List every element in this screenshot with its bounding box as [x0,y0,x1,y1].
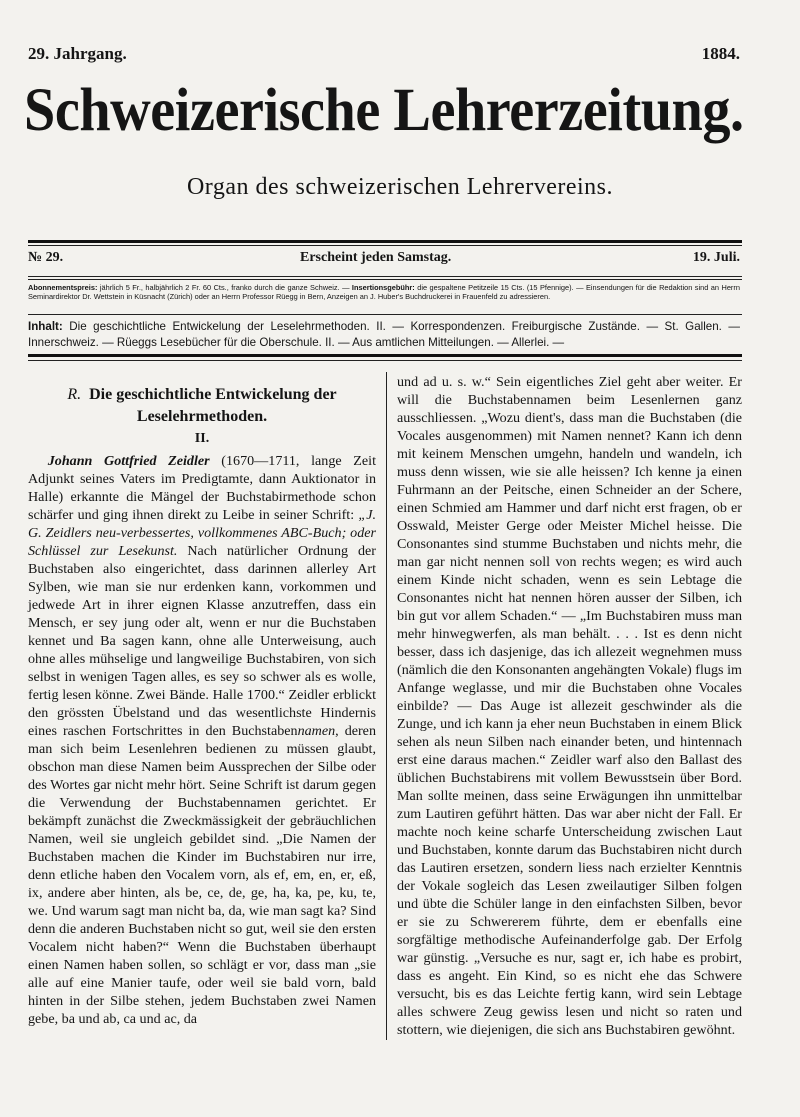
year-label: 1884. [701,44,740,63]
ad-text: die gespaltene Petitzeile 15 Cts. (15 Pfennige). — Einsendungen für die Redaktion sind an Herrn Seminardirektor Dr. Wettstein in Küsnacht (Zürich) oder an Herrn Professor Rüegg in Bern, Anzeigen an J. Huber's Buchdruckerei in Frauenfeld zu adressieren. [28,283,740,302]
subscription-label: Abonnementspreis: [28,283,98,292]
issue-frequency: Erscheint jeden Samstag. [300,250,452,265]
person-name: Johann Gottfried Zeidler [47,453,210,469]
masthead-subtitle: Organ des schweizerischen Lehrervereins. [186,174,614,200]
text-run: und ad u. s. w.“ Sein eigentliches Ziel geht aber weiter. Er will die Buchstabennamen beim Lesenlernen ganz ausschliessen. „Wozu dient's, dass man die Buchstaben (die Vocales ausgenommen) mit Namen nennet? Kann ich denn mit keinem Menschen umgehn, handeln und wandeln, ich muss denn wissen, wie sie alle heissen? Ich kenne ja einen Fuhrmann an der Peitsche, einen Schneider an der Schere, einen Schmied am Hammer und darf nicht erst fragen, ob er Osswald, Meister Gerge oder Meister Michel heisse. Die Consonantes sind stumme Buchstaben und nichts mehr, die man gar nicht nennen soll von rechts wegen; es wird auch einem Kinde nicht schaden, wenn es sein Lebtage die Consonantes nicht hat nennen hören ausser der Silben, ich bin gut vor allem Schaden.“ — „Im Buchstabiren muss man mehr hinwegwerfen, als man behält. . . . Ist es denn nicht besser, dass ich dasjenige, das ich allezeit wegnehmen muss (nämlich die den Konsonanten angehängten Vokale) flugs im Anfange weglasse, und mir die Buchstaben ohne Vocales einbilde? — Das Auge ist allezeit geschwinder als die Zunge, und ich kann ja eher neun Buchstaben in einem Blick sehen als neun Silben nach einander beten, und hintennach erst eine daraus machen.“ Zeidler warf also den Ballast des üblichen Buchstabirens mit vollem Bewusstsein über Bord. Man sollte meinen, dass seine Erwägungen ihn unmittelbar zum Lautiren geführt hätten. Das war aber nicht der Fall. Er machte noch keine scharfe Unterscheidung zwischen Laut und Buchstaben, konnte darum das Buchstabiren nicht durch das Lautiren ersetzen, sondern liess nach erzielter Kenntnis der Vokale sogleich das Lesen zweilautiger Silben folgen und übte die Schüler lange in den einfachsten Silben, bevor er sie zu Schwererem führte, dem er ebenfalls eine sorgfältige methodische Aufeinanderfolge gab. Der Erfolg war günstig. „Versuche es nur, sagt er, ich habe es probirt, dass es angeht. Ein Kind, so es nicht ehe das Schwere versucht, bis es das Leichte fertig kann, wird sein Lebtage alles schwere Zeug gewiss lesen und nicht so raten und stottern, wie diejenigen, die sich ans Buchstabiren gewöhnt. [397,374,742,1038]
text-run: Nach natürlicher Ordnung der Buchstaben also eingerichtet, dass darinnen allerley Art Sylben, wie man sie nur erdenken kann, vorkommen und jedwede Art in ihrer eignen Klasse anzutreffen, dass ein Mensch, er sey jung oder alt, wenn er nur die Buchstaben kennet und Ba sagen kann, ohne alle Unterweisung, auch ohne alles mühselige und langweilige Buchstabiren, von sich selbst in wenigen Tagen alles, es sey so schwer als es wolle, fertig lesen könne. Zwei Bände. Halle 1700.“ Zeidler erblickt den grössten Übelstand und das wesentlichste Hindernis eines raschen Fortschrittes in den Buchstaben [28,543,376,739]
subscription-text: jährlich 5 Fr., halbjährlich 2 Fr. 60 Cts., franko durch die ganze Schweiz. — [99,283,350,292]
contents-label: Inhalt: [28,320,63,333]
emphasis: namen [297,723,336,739]
divider [28,245,742,246]
divider [28,240,742,243]
column-separator [386,372,387,1040]
ad-label: Insertionsgebühr: [351,283,415,292]
article-heading [28,384,376,428]
issue-line [28,250,740,272]
paragraph [397,373,742,1039]
paragraph [28,452,376,1028]
top-line [28,44,740,68]
issue-number: № 29. [28,250,64,265]
divider [28,314,742,315]
article-title: Die geschichtliche Entwickelung der Leselehrmethoden. [89,386,337,425]
volume-label: 29. Jahrgang. [28,44,127,63]
issue-date: 19. Juli. [692,250,740,265]
book-title: „J. G. Zeidlers neu-verbessertes, vollkommenes ABC-Buch; oder Schlüssel zur Lesekunst. [28,507,376,559]
left-column [28,384,376,1028]
divider [28,354,742,357]
divider [28,279,742,280]
divider [28,276,742,277]
text-run: (1670—1711, lange Zeit Adjunkt seines Vaters im Predigtamte, dann Auktionator in Halle) erkannte die Mängel der Buchstabirmethode schon schärfer und ging ihnen direkt zu Leibe in seiner Schrift: [28,453,376,523]
masthead-title: Schweizerische Lehrerzeitung. [24,77,744,144]
text-run: , deren man sich beim Lesenlehren bedienen zu müssen glaubt, obschon man diese Namen beim Aussprechen der Silbe oder des Wortes gar nicht mehr hört. Seine Schrift ist darum gegen die Verwendung der Buchstabennamen gerichtet. Er bekämpft zunächst die Zweckmässigkeit der gebräuchlichen Namen, weil sie ungleich gebildet sind. „Die Namen der Buchstaben machen die Kinder im Buchstabiren nur irre, denn etliche haben den Vocalem vorn, als ef, em, en, er, eß, ix, andere aber hinten, als be, ce, de, ge, ha, ka, pe, ku, te, we. Und warum sagt man nicht ba, da, wie man sagt ka? Sind denn die anderen Buchstaben nicht so gut, weil sie den ersten Vocalem nicht haben?“ Wenn die Buchstaben überhaupt einen Namen haben sollen, so schlägt er vor, dass man „sie alle auf eine Manier taufe, oder weil sie bald vorn, bald hinten in der Silbe stehen, jedem Buchstaben zwei Namen gebe, ba und ab, ca und ac, da [28,723,376,1027]
contents-text: Die geschichtliche Entwickelung der Leselehrmethoden. II. — Korrespondenzen. Freiburgische Zustände. — St. Gallen. — Innerschweiz. — Rüeggs Lesebücher für die Oberschule. II. — Aus amtlichen Mitteilungen. — Allerlei. — [28,320,740,349]
author-mark: R. [67,386,82,403]
subscription-info [28,283,740,301]
table-of-contents [28,319,740,351]
divider [28,360,742,361]
article-part: II. [194,431,210,446]
right-column [397,373,742,1039]
